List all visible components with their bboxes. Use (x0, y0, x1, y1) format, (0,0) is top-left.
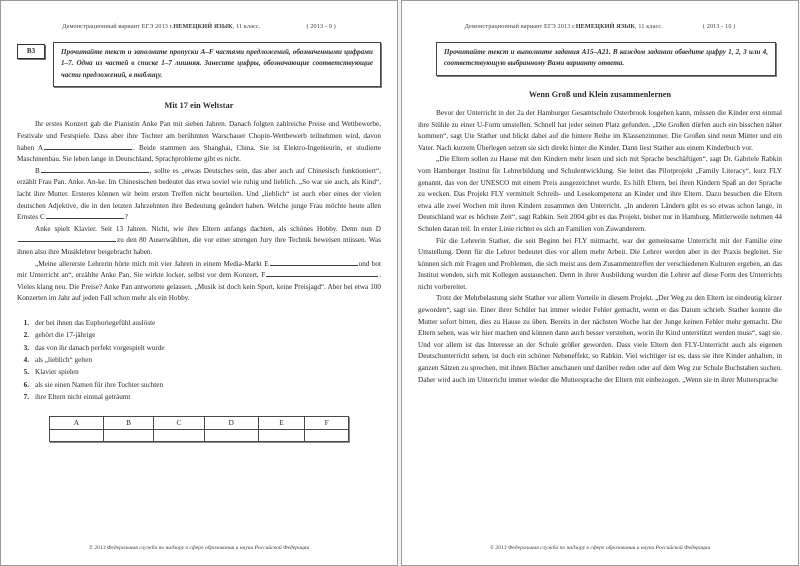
list-item[interactable] (17, 329, 381, 341)
paragraph-4-part-a: „Meine allererste Lehrerin hörte mich mit vier Jahren in einem Media-Markt E (35, 259, 269, 268)
list-item[interactable] (17, 354, 381, 366)
page-marker: ( 2013 - 9 ) (306, 23, 336, 30)
running-head-prefix: Демонстрационный вариант ЕГЭ 2013 г. (62, 23, 174, 30)
task-block-a15-a21 (418, 42, 782, 76)
answer-cell-e[interactable] (258, 429, 305, 441)
blank-b[interactable] (41, 166, 149, 172)
option-number: 5. (23, 368, 29, 377)
paragraph-1 (17, 119, 381, 165)
running-head-suffix: , 11 класс. (635, 23, 663, 30)
paragraph-3 (17, 224, 381, 259)
answer-table (49, 416, 349, 442)
task-instruction-box (436, 42, 776, 76)
answer-cell-f[interactable] (305, 429, 349, 441)
running-head-suffix: , 11 класс. (232, 23, 261, 30)
option-text: Klavier spielen (35, 368, 79, 377)
paragraph-2-part-c: ? (124, 213, 128, 222)
table-row-answers (50, 429, 349, 441)
task-instruction-text: Прочитайте текст и выполните задания A15–A21. В каждом задании обведите цифру 1, 2, 3 или 4, соответствующую выбранному Вами варианту ответа. (444, 48, 768, 68)
article-title-left: Mit 17 ein Weltstar (164, 101, 234, 111)
list-item[interactable] (17, 379, 381, 391)
paragraph-4: Trotz der Mehrbelastung sieht Stather vor allem Vorteile in diesem Projekt. „Der Weg zu den Eltern ist eindeutig kürzer geworden“, sagt sie. Einer ihrer Schüler hat immer wieder Fehler gemacht, wenn er das Datum schrieb. Stather konnte die Mutter sofort bitten, dies zu Hause zu üben. Bereits in der nächsten Woche hat der Junge keinen Fehler mehr gemacht. Die Eltern sehen, was wir hier machen und können dann auch besser verstehen, worin ihr Kind unterstützt werden muss“, sagt sie. Und vor allem ist das Interesse an der Schule größer geworden. Dass viele Eltern den FLY-Unterricht auch als eigenen Deutschunterricht sehen, ist doch ein schöner Nebeneffekt, so Rabkin. Viel wichtiger ist es, dass sie ihre Kinder anhalten, in ganzen Sätzen zu sprechen, mit ihnen Bücher anschauen und darüber reden oder auf dem Weg zur Schule Buchstaben suchen. Daher wird auch im Unterricht immer wieder die Muttersprache der Eltern mit einbezogen. „Wenn sie in ihrer Muttersprache (418, 294, 782, 384)
running-head-prefix: Демонстрационный вариант ЕГЭ 2013 г. (464, 23, 576, 30)
option-text: gehört die 17-jährige (35, 331, 96, 340)
paragraph-4-part-b: und bot mir Unterricht an“, erzählte Anke Pan. Sie wirkte locker, selbst vor dem Konzert, F (17, 259, 381, 280)
blank-d[interactable] (18, 236, 116, 242)
option-number: 1. (23, 318, 29, 327)
option-number: 2. (23, 331, 29, 340)
paragraph-2-part-a: B (35, 166, 40, 175)
option-text: der bei ihnen das Euphoriegefühl auslöste (35, 318, 156, 327)
article-body-right (418, 108, 782, 386)
task-code-badge: B3 (17, 44, 45, 59)
running-head-subject: НЕМЕЦКИЙ ЯЗЫК (173, 23, 233, 30)
answer-header-f: F (305, 416, 349, 429)
list-item[interactable] (17, 317, 381, 329)
option-text: als „lieblich“ gelten (35, 356, 93, 365)
running-head-right (418, 23, 782, 30)
answer-header-c: C (154, 416, 204, 429)
footer-copyright: © 2013 Федеральная служба по надзору в сфере образования и науки Российской Федерации (489, 545, 711, 551)
paragraph-4 (17, 259, 381, 305)
page-right (401, 0, 799, 566)
answer-cell-d[interactable] (204, 429, 258, 441)
option-text: als sie einen Namen für ihre Tochter suchten (35, 380, 164, 389)
task-block-b3 (17, 42, 381, 87)
blank-f[interactable] (266, 271, 378, 277)
paragraph-2: „Die Eltern sollen zu Hause mit den Kindern mehr lesen und sich mit Sprache beschäftigen“, sagt Dr. Gabriele Rabkin vom Hamburger Institut für Lehrerbildung und Schulentwicklung. Sie leitet das Pilotprojekt „Family Literacy“, kurz FLY genannt, das von der UNESCO mit einem Preis ausgezeichnet wurde. Es hilft Eltern, bei ihren Kindern Spaß an der Sprache zu wecken. Das Projekt FLY vermittelt Schreib- und Lesekompetenz an Kinder und ihre Eltern. Dazu besuchen die Eltern etwa alle zwei Wochen mit ihren Kindern zusammen den Unterricht. „In anderen Ländern gibt es so etwas schon lange, in Deutschland war es höchste Zeit“, sagt Rabkin. Seit 2004 gibt es das Projekt, bisher nur in Hamburg. Mittlerweile nehmen 44 Schulen daran teil. In erster Linie richtet es sich an Familien von Zuwanderern. (418, 155, 782, 233)
footer-copyright: © 2013 Федеральная служба по надзору в сфере образования и науки Российской Федерации (88, 545, 310, 551)
blank-a[interactable] (44, 143, 132, 149)
footer-right (402, 545, 798, 551)
paragraph-2-part-b: , sollte es „etwas Deutsches sein, das aber auch auf Chinesisch funktioniert“, erzählt Frau Pan. Anke. An-ke. Im Chinesischen bedeutet das etwa soviel wie ruhig und lieblich. „So war sie auch, als Kind“, lacht ihre Mutter. Ersteres können wir beim ersten Treffen nicht beurteilen. Und „lieblich“ ist auch eher eines der vielen deutschen Adjektive, die in den letzten Jahrzehnten ihre Bedeutung geändert haben. Welche junge Frau möchte heute allen Ernstes C (17, 166, 381, 222)
list-item[interactable] (17, 391, 381, 403)
list-item[interactable] (17, 342, 381, 354)
running-head-subject: НЕМЕЦКИЙ ЯЗЫК (575, 23, 636, 30)
options-list (17, 317, 381, 404)
option-number: 6. (23, 380, 29, 389)
paragraph-1: Bevor der Unterricht in der 2a der Hamburger Gesamtschule Osterbrook losgehen kann, müssen die Kinder erst einmal ihre Stühle zu einer U-Form umstellen. Schnell hat jeder seinen Platz gefunden. „Die Großen dürfen auch ein bisschen näher kommen“, sagt Ute Stather und blickt dabei auf die hintere Reihe im Klassenzimmer. Die Großen sind neun Mütter und ein Vater. Nach kurzem Überlegen setzen sie sich direkt hinter die Kinder. Dann liest Stather aus einem Kinderbuch vor. (418, 108, 782, 152)
option-number: 3. (23, 343, 29, 352)
paragraph-4-part-c: . Vieles klang neu. Die Preise? Anke Pan antwortete gelassen. „Musik ist doch kein Sport, keine Preisjagd“. Aber bei etwa 100 Konzerten im Jahr auf jeden Fall schon mehr als ein Hobby. (17, 271, 381, 303)
answer-cell-b[interactable] (103, 429, 153, 441)
article-title-right: Wenn Groß und Klein zusammenlernen (528, 89, 672, 99)
answer-header-b: B (103, 416, 153, 429)
article-body-left (17, 119, 381, 305)
task-instruction-text: Прочитайте текст и заполните пропуски A–F частями предложений, обозначенными цифрами 1–7. Одна из частей в списке 1–7 лишняя. Занесите цифры, обозначающие соответствующие части предложений, в таблицу. (61, 48, 373, 79)
list-item[interactable] (17, 366, 381, 378)
answer-cell-c[interactable] (154, 429, 204, 441)
answer-header-e: E (258, 416, 305, 429)
blank-e[interactable] (270, 259, 358, 265)
answer-cell-a[interactable] (50, 429, 104, 441)
paragraph-1-part-a: Ihr erstes Konzert gab die Pianistin Anke Pan mit sieben Jahren. Danach folgten zahlreiche Preise und Wettbewerbe, Festivale und Festspiele. Dass aber ihre Tochter am berühmten Warschauer Chopin-Wettbewerb teilnehmen wird, davon haben A (17, 120, 381, 152)
blank-c[interactable] (46, 213, 124, 219)
running-head-left (17, 23, 381, 30)
option-text: das von ihr danach perfekt vorgespielt wurde (35, 343, 165, 352)
paragraph-1-part-b: . Beide stammen aus Shanghai, China. Sie ist Elektro-Ingenieurin, er studierte Maschinenbau. Sie leben lange in Deutschland, Sprachprobleme gibt es nicht. (17, 143, 381, 164)
paragraph-3: Für die Lehrerin Stather, die seit Beginn bei FLY mitmacht, war der gemeinsame Unterricht mit der Familie eine Umstellung. Denn für die Lehrer bedeutet dies vor allem mehr Arbeit. Die Lehrer werden aber in der Praxis begleitet. Sie können sich mit Fragen und Problemen, die sich meist aus dem Zusammentreffen der verschiedenen Kulturen ergeben, an das Institut wenden, sich mit Kollegen austauschen. Denn in ihrer Ausbildung wurden die Lehrer auf diese Form des Unterrichts nicht vorbereitet. (418, 236, 782, 291)
option-number: 4. (23, 356, 29, 365)
footer-left (1, 545, 397, 551)
paragraph-2 (17, 166, 381, 224)
page-marker: ( 2013 - 10 ) (702, 23, 736, 30)
task-instruction-box (53, 42, 381, 87)
option-number: 7. (23, 393, 29, 402)
answer-header-d: D (204, 416, 258, 429)
paragraph-3-part-a: Anke spielt Klavier. Seit 13 Jahren. Nicht, wie ihre Eltern anfangs dachten, als schönes Hobby. Denn nun D (35, 224, 381, 233)
option-text: ihre Eltern nicht einmal geträumt (35, 393, 131, 402)
paragraph-3-part-b: zu den 80 Auserwählten, die vor einer strengen Jury ihre Technik beweisen müssen. Was ihnen also ihre Musiklehrer beigebracht haben. (17, 236, 381, 256)
answer-header-a: A (50, 416, 104, 429)
table-row-headers (50, 416, 349, 429)
page-left (0, 0, 398, 566)
